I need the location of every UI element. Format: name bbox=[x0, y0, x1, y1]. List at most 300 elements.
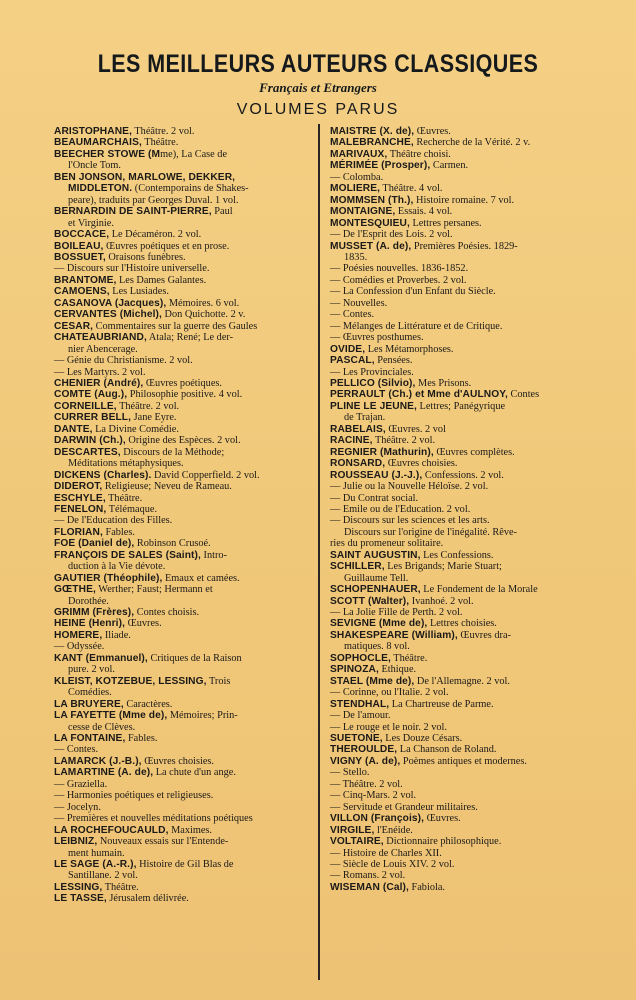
entry-continuation: ment humain. bbox=[68, 847, 125, 859]
author-name: KLEIST, KOTZEBUE, LESSING, bbox=[54, 675, 207, 687]
catalog-entry bbox=[54, 504, 310, 515]
catalog-entry bbox=[54, 149, 310, 172]
work-title: Œuvres poétiques. bbox=[143, 377, 222, 389]
author-name: LAMARCK (J.-B.), bbox=[54, 755, 142, 767]
work-title: Nouveaux essais sur l'Entende- bbox=[97, 836, 229, 848]
author-name: CERVANTES (Michel), bbox=[54, 309, 162, 321]
author-name: RABELAIS, bbox=[330, 423, 386, 435]
catalog-entry bbox=[330, 596, 586, 607]
additional-work: — Contes. bbox=[330, 309, 375, 321]
catalog-entry bbox=[330, 767, 586, 778]
author-name: SPINOZA, bbox=[330, 664, 379, 676]
author-name: GŒTHE, bbox=[54, 584, 96, 596]
work-title: me), La Case de bbox=[160, 148, 228, 160]
work-title: Œuvres choisies. bbox=[141, 755, 214, 767]
author-name: LE SAGE (A.-R.), bbox=[54, 859, 137, 870]
work-title: Essais. 4 vol. bbox=[395, 206, 453, 218]
catalog-entry bbox=[330, 515, 586, 538]
catalog-entry bbox=[54, 183, 310, 206]
work-title: Histoire de Gil Blas de bbox=[136, 859, 234, 870]
author-name: ARISTOPHANE, bbox=[54, 126, 132, 137]
catalog-entry bbox=[330, 286, 586, 297]
catalog-entry bbox=[330, 183, 586, 194]
entry-continuation: ries du promeneur solitaire. bbox=[330, 538, 444, 550]
catalog-entry bbox=[330, 687, 586, 698]
author-name: FOE (Daniel de), bbox=[54, 538, 135, 550]
catalog-entry bbox=[330, 137, 586, 148]
author-name: STAEL (Mme de), bbox=[330, 675, 415, 687]
catalog-entry bbox=[54, 252, 310, 263]
author-name: SCHOPENHAUER, bbox=[330, 584, 421, 596]
catalog-entry bbox=[330, 332, 586, 343]
author-name: CURRER BELL, bbox=[54, 412, 132, 424]
entry-continuation: l'Oncle Tom. bbox=[68, 160, 121, 172]
catalog-entry bbox=[330, 389, 586, 400]
author-name: BEAUMARCHAIS, bbox=[54, 137, 142, 149]
additional-work: — Théâtre. 2 vol. bbox=[330, 778, 403, 790]
work-title: Œuvres dra- bbox=[457, 629, 511, 641]
author-name: SHAKESPEARE (William), bbox=[330, 629, 458, 641]
author-name: SCOTT (Walter), bbox=[330, 595, 410, 607]
catalog-entry bbox=[330, 126, 586, 137]
author-name: VILLON (François), bbox=[330, 813, 425, 825]
catalog-entry bbox=[54, 126, 310, 137]
work-title: Lettres persanes. bbox=[409, 217, 482, 229]
catalog-entry bbox=[330, 790, 586, 801]
author-name: MONTAIGNE, bbox=[330, 206, 396, 218]
additional-work: — De l'Esprit des Lois. 2 vol. bbox=[330, 229, 453, 241]
catalog-entry bbox=[54, 893, 310, 904]
author-name: RONSARD, bbox=[330, 458, 386, 470]
author-name: SEVIGNE (Mme de), bbox=[330, 618, 428, 630]
work-title: Intro- bbox=[200, 549, 227, 561]
catalog-entry bbox=[54, 802, 310, 813]
work-title: Werther; Faust; Hermann et bbox=[95, 584, 213, 596]
catalog-entry bbox=[330, 882, 586, 893]
page-subtitle: Français et Etrangers bbox=[259, 80, 377, 95]
author-name: DICKENS (Charles). bbox=[54, 469, 152, 481]
author-name: CAMOENS, bbox=[54, 286, 110, 298]
catalog-entry bbox=[54, 653, 310, 676]
catalog-entry bbox=[330, 298, 586, 309]
catalog-entry bbox=[54, 744, 310, 755]
work-title: Œuvres. 2 vol bbox=[385, 423, 446, 435]
catalog-entry bbox=[54, 493, 310, 504]
catalog-entry bbox=[54, 355, 310, 366]
catalog-entry bbox=[330, 722, 586, 733]
work-title: Mémoires. 6 vol. bbox=[166, 297, 240, 309]
catalog-entry bbox=[330, 435, 586, 446]
author-name: CHENIER (André), bbox=[54, 377, 144, 389]
work-title: Œuvres. bbox=[414, 126, 451, 137]
catalog-entry bbox=[54, 229, 310, 240]
author-name: CHATEAUBRIAND, bbox=[54, 332, 147, 344]
work-title: Premières Poésies. 1829- bbox=[411, 240, 518, 252]
author-name: STENDHAL, bbox=[330, 698, 390, 710]
catalog-entry bbox=[54, 263, 310, 274]
catalog-entry bbox=[330, 149, 586, 160]
catalog-entry bbox=[54, 332, 310, 355]
entry-continuation: pure. 2 vol. bbox=[68, 664, 115, 676]
author-name: SUETONE, bbox=[330, 733, 383, 745]
author-name: MAISTRE (X. de), bbox=[330, 126, 415, 137]
author-name: MUSSET (A. de), bbox=[330, 240, 412, 252]
work-title: Œuvres. bbox=[125, 618, 162, 630]
work-title: Pensées. bbox=[374, 355, 413, 367]
work-title: Poèmes antiques et modernes. bbox=[400, 755, 527, 767]
author-name: REGNIER (Mathurin), bbox=[330, 446, 434, 458]
work-title: Télémaque. bbox=[106, 503, 158, 515]
work-title: Trois bbox=[206, 675, 231, 687]
work-title: Théâtre. 2 vol. bbox=[132, 126, 195, 137]
entry-continuation: Dorothée. bbox=[68, 595, 109, 607]
author-name: BOILEAU, bbox=[54, 240, 104, 252]
author-name: SCHILLER, bbox=[330, 561, 385, 573]
catalog-entry bbox=[330, 195, 586, 206]
work-title: Commentaires sur la guerre des Gaules bbox=[93, 320, 258, 332]
catalog-entry bbox=[330, 206, 586, 217]
additional-work: — Discours sur l'Histoire universelle. bbox=[54, 263, 210, 275]
work-title: Contes bbox=[507, 389, 540, 401]
catalog-entry bbox=[330, 630, 586, 653]
work-title: Origine des Espèces. 2 vol. bbox=[125, 435, 241, 447]
catalog-entry bbox=[330, 584, 586, 595]
work-title: Atala; René; Le der- bbox=[146, 332, 234, 344]
entry-continuation: matiques. 8 vol. bbox=[344, 641, 410, 653]
catalog-entry bbox=[54, 790, 310, 801]
catalog-entry bbox=[330, 744, 586, 755]
additional-work: — Nouvelles. bbox=[330, 297, 388, 309]
work-title: Fabiola. bbox=[408, 881, 445, 893]
additional-work: — Colomba. bbox=[330, 171, 384, 183]
author-name: HOMERE, bbox=[54, 629, 103, 641]
work-title: De l'Allemagne. 2 vol. bbox=[414, 675, 510, 687]
catalog-entry bbox=[54, 137, 310, 148]
additional-work: — La Confession d'un Enfant du Siècle. bbox=[330, 286, 496, 298]
catalog-entry bbox=[330, 401, 586, 424]
additional-work: — Le rouge et le noir. 2 vol. bbox=[330, 721, 447, 733]
catalog-entry bbox=[54, 676, 310, 699]
work-title: La Chanson de Roland. bbox=[397, 744, 497, 756]
catalog-entry bbox=[54, 859, 310, 882]
entry-continuation: de Trajan. bbox=[344, 412, 386, 424]
author-name: ROUSSEAU (J.-J.), bbox=[330, 469, 423, 481]
work-title: Ivanhoé. 2 vol. bbox=[409, 595, 474, 607]
work-title: La chute d'un ange. bbox=[153, 767, 236, 779]
catalog-entry bbox=[54, 389, 310, 400]
catalog-entry bbox=[330, 779, 586, 790]
work-title: Caractères. bbox=[123, 698, 173, 710]
catalog-entry bbox=[330, 470, 586, 481]
catalog-entry bbox=[330, 848, 586, 859]
author-name: PASCAL, bbox=[330, 355, 375, 367]
catalog-entry bbox=[330, 275, 586, 286]
author-name: RACINE, bbox=[330, 435, 373, 447]
catalog-entry bbox=[330, 859, 586, 870]
work-title: Théâtre. 2 vol. bbox=[372, 435, 436, 447]
additional-work: — Stello. bbox=[330, 767, 370, 779]
author-name: BEECHER STOWE (M bbox=[54, 148, 161, 160]
additional-work: — Servitude et Grandeur militaires. bbox=[330, 801, 478, 813]
work-title: Religieuse; Neveu de Rameau. bbox=[102, 481, 232, 493]
catalog-entry bbox=[54, 241, 310, 252]
additional-work: — Siècle de Louis XIV. 2 vol. bbox=[330, 859, 455, 870]
catalog-entry bbox=[54, 206, 310, 229]
catalog-entry bbox=[54, 618, 310, 629]
catalog-entry bbox=[54, 710, 310, 733]
catalog-entry bbox=[330, 653, 586, 664]
catalog-entry bbox=[54, 527, 310, 538]
work-title: Lettres; Panégyrique bbox=[416, 400, 506, 412]
catalog-entry bbox=[330, 355, 586, 366]
additional-work: — Œuvres posthumes. bbox=[330, 332, 424, 344]
catalog-entry bbox=[54, 309, 310, 320]
additional-work: — Du Contrat social. bbox=[330, 492, 419, 504]
additional-work: — Histoire de Charles XII. bbox=[330, 847, 442, 859]
catalog-entry bbox=[54, 733, 310, 744]
work-title: Carmen. bbox=[430, 160, 469, 172]
catalog-entry bbox=[330, 424, 586, 435]
work-title: Les Dames Galantes. bbox=[116, 274, 207, 286]
work-title: Les Brigands; Marie Stuart; bbox=[384, 561, 502, 573]
author-name: MÉRIMÉE (Prosper), bbox=[330, 160, 431, 172]
work-title: Les Lusiades. bbox=[109, 286, 169, 298]
additional-work: — Emile ou de l'Education. 2 vol. bbox=[330, 503, 471, 515]
work-title: Mémoires; Prin- bbox=[167, 710, 238, 722]
catalog-entry bbox=[330, 676, 586, 687]
catalog-entry bbox=[54, 172, 310, 183]
entry-continuation: Méditations métaphysiques. bbox=[68, 458, 184, 470]
author-name: OVIDE, bbox=[330, 343, 366, 355]
author-name: KANT (Emmanuel), bbox=[54, 652, 148, 664]
catalog-entry bbox=[330, 321, 586, 332]
additional-work: — Premières et nouvelles méditations poétiques bbox=[54, 813, 253, 825]
author-name: VIRGILE, bbox=[330, 824, 375, 836]
catalog-entry bbox=[54, 630, 310, 641]
catalog-entry bbox=[54, 367, 310, 378]
work-title: Lettres choisies. bbox=[427, 618, 497, 630]
entry-continuation: Discours sur l'origine de l'inégalité. Rêve- bbox=[344, 526, 517, 538]
author-name: FENELON, bbox=[54, 503, 107, 515]
author-name: MARIVAUX, bbox=[330, 148, 388, 160]
catalog-entry bbox=[330, 309, 586, 320]
catalog-entry bbox=[330, 538, 586, 549]
catalog-entry bbox=[54, 882, 310, 893]
author-name: GAUTIER (Théophile), bbox=[54, 572, 163, 584]
work-title: Ethique. bbox=[378, 664, 417, 676]
catalog-entry bbox=[330, 664, 586, 675]
catalog-entry bbox=[330, 458, 586, 469]
entry-continuation: nier Abencerage. bbox=[68, 343, 138, 355]
author-name: SOPHOCLE, bbox=[330, 652, 391, 664]
catalog-entry bbox=[330, 263, 586, 274]
work-title: Œuvres complètes. bbox=[433, 446, 515, 458]
catalog-entry bbox=[330, 493, 586, 504]
author-name: BERNARDIN DE SAINT-PIERRE, bbox=[54, 206, 212, 218]
catalog-entry bbox=[330, 241, 586, 264]
author-name: VOLTAIRE, bbox=[330, 836, 384, 848]
author-name: VIGNY (A. de), bbox=[330, 755, 401, 767]
author-name: LAMARTINE (A. de), bbox=[54, 767, 154, 779]
work-title: Fables. bbox=[125, 733, 158, 745]
catalog-entry bbox=[54, 538, 310, 549]
author-name: FLORIAN, bbox=[54, 526, 103, 538]
catalog-entry bbox=[54, 836, 310, 859]
catalog-entry bbox=[54, 756, 310, 767]
catalog-entry bbox=[54, 481, 310, 492]
additional-work: MIDDLETON. bbox=[68, 183, 133, 195]
additional-work: — Julie ou la Nouvelle Héloïse. 2 vol. bbox=[330, 481, 489, 493]
section-heading: VOLUMES PARUS bbox=[236, 101, 400, 118]
author-name: CORNEILLE, bbox=[54, 400, 117, 412]
catalog-entry bbox=[330, 813, 586, 824]
additional-work: — Jocelyn. bbox=[54, 801, 101, 813]
author-name: DIDEROT, bbox=[54, 481, 103, 493]
author-name: GRIMM (Frères), bbox=[54, 607, 135, 619]
catalog-entry bbox=[54, 447, 310, 470]
catalog-entry bbox=[54, 401, 310, 412]
author-name: BOSSUET, bbox=[54, 251, 106, 263]
work-title: Théâtre. 2 vol. bbox=[116, 400, 180, 412]
catalog-entry bbox=[54, 515, 310, 526]
catalog-entry bbox=[54, 607, 310, 618]
additional-work: — Discours sur les sciences et les arts. bbox=[330, 515, 490, 527]
author-name: PLINE LE JEUNE, bbox=[330, 400, 417, 412]
author-name: DARWIN (Ch.), bbox=[54, 435, 126, 447]
additional-work: — De l'amour. bbox=[330, 710, 391, 722]
work-title: Don Quichotte. 2 v. bbox=[161, 309, 246, 321]
catalog-entry bbox=[330, 378, 586, 389]
additional-work: — Romans. 2 vol. bbox=[330, 870, 406, 882]
catalog-entry bbox=[330, 550, 586, 561]
additional-work: — Poésies nouvelles. 1836-1852. bbox=[330, 263, 469, 275]
work-title: Maximes. bbox=[168, 824, 212, 836]
author-name: CASANOVA (Jacques), bbox=[54, 297, 167, 309]
catalog-entry bbox=[330, 160, 586, 171]
additional-work: — De l'Education des Filles. bbox=[54, 515, 173, 527]
author-name: THEROULDE, bbox=[330, 744, 398, 756]
entry-continuation: Comédies. bbox=[68, 687, 112, 699]
catalog-entry bbox=[54, 424, 310, 435]
catalog-entry bbox=[54, 435, 310, 446]
author-name: LA ROCHEFOUCAULD, bbox=[54, 824, 169, 836]
catalog-entry bbox=[54, 378, 310, 389]
work-title: Histoire romaine. 7 vol. bbox=[413, 194, 515, 206]
author-name: PELLICO (Silvio), bbox=[330, 377, 416, 389]
entry-continuation: peare), traduits par Georges Duval. 1 vol. bbox=[68, 194, 239, 206]
author-name: LA FONTAINE, bbox=[54, 733, 126, 745]
author-name: BRANTOME, bbox=[54, 274, 117, 286]
catalog-entry bbox=[54, 779, 310, 790]
left-column bbox=[54, 126, 310, 905]
catalog-entry bbox=[330, 229, 586, 240]
work-title: Philosophie positive. 4 vol. bbox=[127, 389, 243, 401]
additional-work: — Cinq-Mars. 2 vol. bbox=[330, 790, 417, 802]
work-title: Théâtre. bbox=[105, 492, 143, 504]
author-name: MOMMSEN (Th.), bbox=[330, 194, 414, 206]
entry-continuation: Guillaume Tell. bbox=[344, 572, 409, 584]
work-title: Critiques de la Raison bbox=[147, 652, 242, 664]
catalog-entry bbox=[54, 641, 310, 652]
author-name: LA BRUYERE, bbox=[54, 698, 124, 710]
author-name: MALEBRANCHE, bbox=[330, 137, 414, 149]
catalog-entry bbox=[54, 286, 310, 297]
catalog-entry bbox=[330, 870, 586, 881]
work-title: Théâtre choisi. bbox=[387, 148, 451, 160]
catalog-entry bbox=[54, 573, 310, 584]
catalog-entry bbox=[330, 733, 586, 744]
catalog-entry bbox=[330, 172, 586, 183]
additional-work: — Les Martyrs. 2 vol. bbox=[54, 366, 146, 378]
author-name: MOLIERE, bbox=[330, 183, 381, 195]
work-title: Fables. bbox=[102, 526, 135, 538]
catalog-entry bbox=[330, 607, 586, 618]
additional-work: — Harmonies poétiques et religieuses. bbox=[54, 790, 214, 802]
work-title: La Chartreuse de Parme. bbox=[389, 698, 494, 710]
additional-work: — Les Provinciales. bbox=[330, 366, 414, 378]
work-title: David Copperfield. 2 vol. bbox=[151, 469, 260, 481]
catalog-entry bbox=[330, 481, 586, 492]
work-title: Œuvres choisies. bbox=[385, 458, 458, 470]
right-column bbox=[330, 126, 586, 893]
author-name: BEN JONSON, MARLOWE, DEKKER, bbox=[54, 171, 236, 183]
catalog-entry bbox=[330, 802, 586, 813]
work-title: Recherche de la Vérité. 2 v. bbox=[413, 137, 531, 149]
work-title: Les Métamorphoses. bbox=[365, 343, 454, 355]
work-title: Confessions. 2 vol. bbox=[422, 469, 504, 481]
additional-work: — Corinne, ou l'Italie. 2 vol. bbox=[330, 687, 449, 699]
additional-work: — Contes. bbox=[54, 744, 99, 756]
author-name: CESAR, bbox=[54, 320, 94, 332]
catalog-entry bbox=[54, 699, 310, 710]
catalog-entry bbox=[330, 344, 586, 355]
catalog-entry bbox=[54, 550, 310, 573]
author-name: BOCCACE, bbox=[54, 229, 110, 241]
work-title: Discours de la Méthode; bbox=[120, 446, 225, 458]
catalog-entry bbox=[330, 367, 586, 378]
catalog-entry bbox=[330, 618, 586, 629]
additional-work: — Odyssée. bbox=[54, 641, 105, 653]
catalog-entry bbox=[330, 504, 586, 515]
entry-continuation: duction à la Vie dévote. bbox=[68, 561, 166, 573]
work-title: Emaux et camées. bbox=[162, 572, 240, 584]
entry-continuation: cesse de Clèves. bbox=[68, 721, 136, 733]
work-title: Robinson Crusoé. bbox=[134, 538, 211, 550]
author-name: MONTESQUIEU, bbox=[330, 217, 410, 229]
author-name: LEIBNIZ, bbox=[54, 836, 98, 848]
additional-work: — La Jolie Fille de Perth. 2 vol. bbox=[330, 607, 463, 619]
catalog-entry bbox=[330, 756, 586, 767]
work-title: Théâtre. bbox=[102, 881, 139, 893]
work-title: Jérusalem délivrée. bbox=[106, 893, 189, 905]
work-title: Oraisons funèbres. bbox=[105, 251, 186, 263]
additional-work: — Mélanges de Littérature et de Critique. bbox=[330, 320, 503, 332]
author-name: LESSING, bbox=[54, 881, 103, 893]
additional-work: — Comédies et Proverbes. 2 vol. bbox=[330, 274, 467, 286]
entry-continuation: 1835. bbox=[344, 251, 368, 263]
work-title: Œuvres poétiques et en prose. bbox=[103, 240, 230, 252]
author-name: WISEMAN (Cal), bbox=[330, 881, 409, 893]
catalog-entry bbox=[54, 298, 310, 309]
author-name: FRANÇOIS DE SALES (Saint), bbox=[54, 549, 201, 561]
catalog-entry bbox=[54, 767, 310, 778]
catalog-entry bbox=[330, 836, 586, 847]
catalog-entry bbox=[54, 412, 310, 423]
catalog-entry bbox=[330, 447, 586, 458]
catalog-entry bbox=[54, 275, 310, 286]
work-title: Contes choisis. bbox=[134, 607, 200, 619]
author-name: DESCARTES, bbox=[54, 446, 121, 458]
